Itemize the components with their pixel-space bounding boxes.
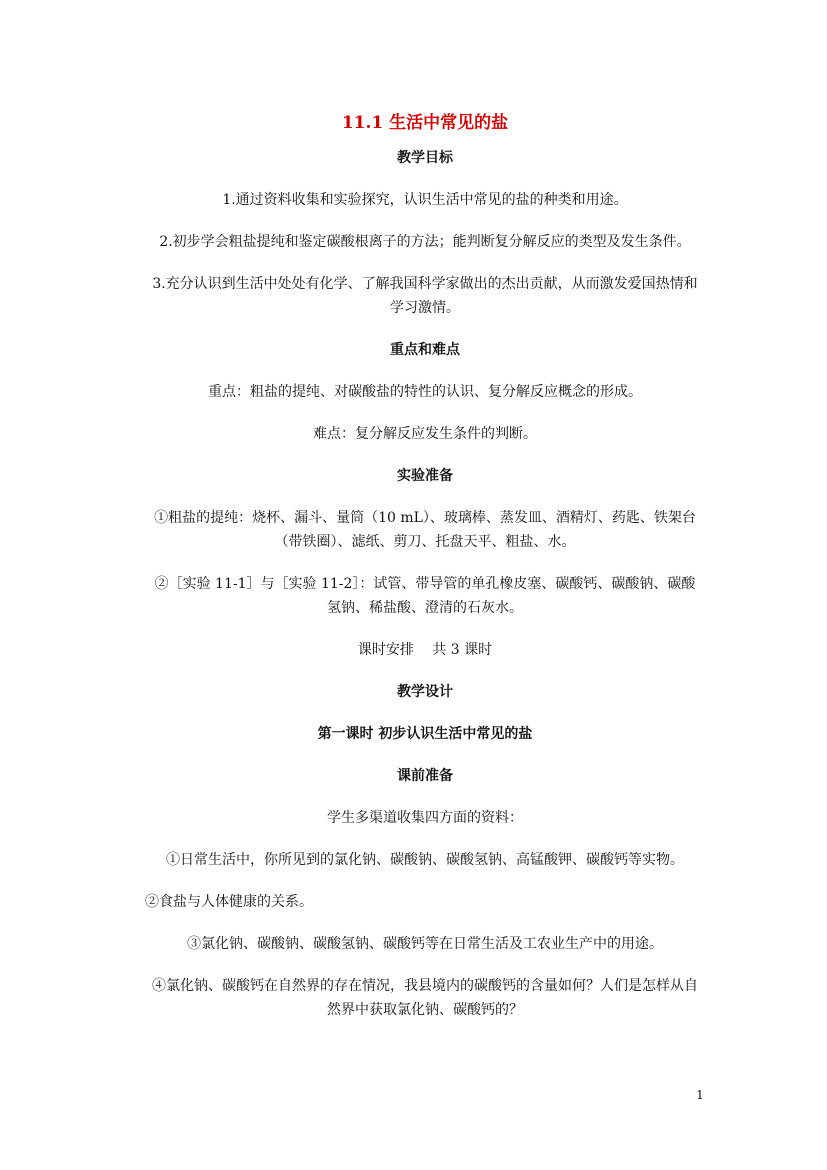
lesson1-heading: 第一课时 初步认识生活中常见的盐 [317,726,533,742]
objective-item-1: 1.通过资料收集和实验探究，认识生活中常见的盐的种类和用途。 [222,192,628,208]
prep-item-1: ①粗盐的提纯：烧杯、漏斗、量筒（10 mL）、玻璃棒、蒸发皿、酒精灯、药匙、铁架台 [154,510,696,526]
preclass-intro: 学生多渠道收集四方面的资料： [327,810,523,826]
preclass-item-3: ③氯化钠、碳酸钠、碳酸氢钠、碳酸钙等在日常生活及工农业生产中的用途。 [187,936,663,952]
prep-item-2: ②［实验 11-1］与［实验 11-2］：试管、带导管的单孔橡皮塞、碳酸钙、碳酸钠、碳酸 [154,576,696,592]
keypoints-heading: 重点和难点 [390,342,460,358]
prep-heading: 实验准备 [397,468,453,484]
preclass-item-4: ④氯化钠、碳酸钙在自然界的存在情况，我县境内的碳酸钙的含量如何？人们是怎样从自 [152,978,698,994]
preclass-item-1: ①日常生活中，你所见到的氯化钠、碳酸钠、碳酸氢钠、高锰酸钾、碳酸钙等实物。 [166,852,684,868]
focus-text: 重点：粗盐的提纯、对碳酸盐的特性的认识、复分解反应概念的形成。 [208,384,642,400]
page-number: 1 [696,1088,704,1102]
difficulty-text: 难点：复分解反应发生条件的判断。 [313,426,537,442]
objective-item-2: 2.初步学会粗盐提纯和鉴定碳酸根离子的方法；能判断复分解反应的类型及发生条件。 [159,234,691,250]
objective-item-3-cont: 学习激情。 [390,300,460,316]
prep-item-1-cont: （带铁圈）、滤纸、剪刀、托盘天平、粗盐、水。 [274,534,576,550]
prep-item-2-cont: 氢钠、稀盐酸、澄清的石灰水。 [327,600,523,616]
objectives-heading: 教学目标 [397,150,453,166]
objective-item-3: 3.充分认识到生活中处处有化学、了解我国科学家做出的杰出贡献，从而激发爱国热情和 [152,276,698,292]
preclass-heading: 课前准备 [397,768,453,784]
document-title: 11.1 生活中常见的盐 [341,113,509,133]
preclass-item-2: ②食盐与人体健康的关系。 [145,894,313,910]
preclass-item-4-cont: 然界中获取氯化钠、碳酸钙的？ [327,1002,523,1018]
design-heading: 教学设计 [397,684,453,700]
schedule-text: 课时安排 共 3 课时 [357,642,493,658]
